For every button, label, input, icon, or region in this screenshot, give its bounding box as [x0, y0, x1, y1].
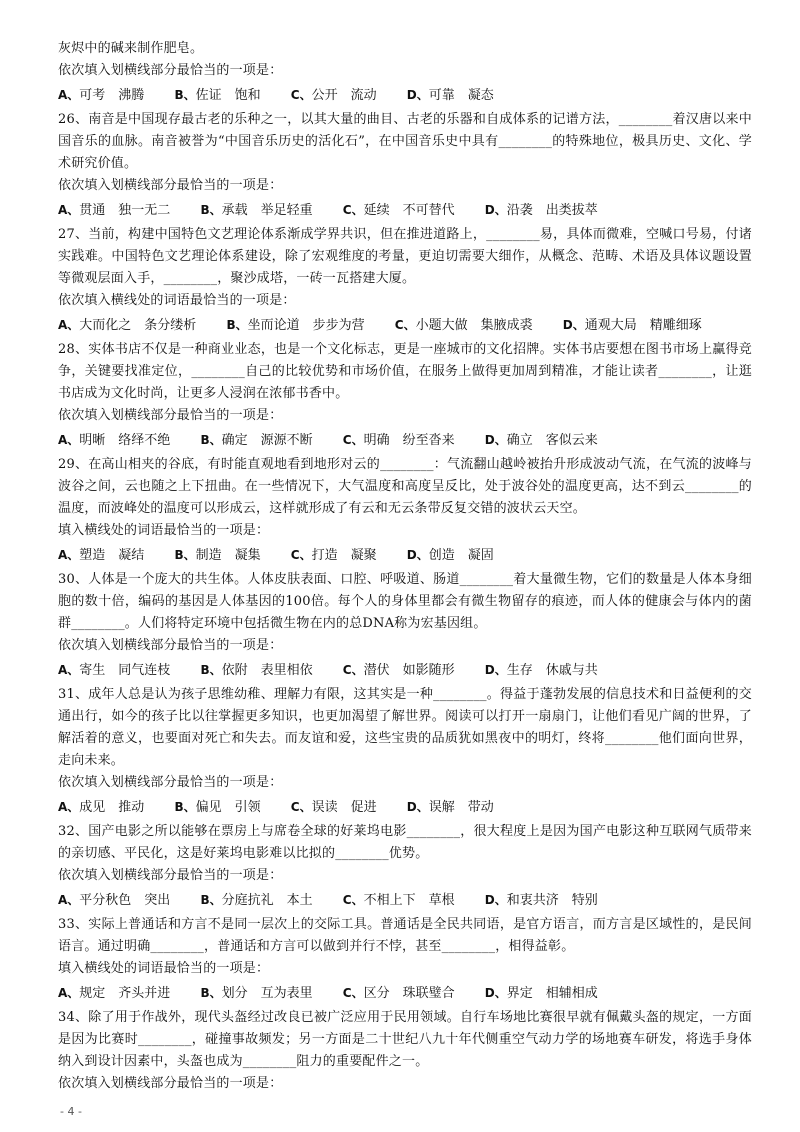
q32-prompt: 依次填入划横线部分最恰当的一项是：: [58, 868, 283, 883]
option-a[interactable]: A、成见 推动: [58, 800, 145, 815]
option-d[interactable]: D、创造 凝固: [406, 548, 494, 563]
option-b[interactable]: B、佐证 饱和: [174, 88, 261, 103]
option-b[interactable]: B、划分 互为表里: [200, 986, 313, 1001]
option-a[interactable]: A、平分秋色 突出: [58, 893, 171, 908]
q26-options: [58, 199, 752, 222]
option-b[interactable]: B、制造 凝集: [174, 548, 261, 563]
option-a[interactable]: A、明晰 络绎不绝: [58, 433, 171, 448]
q29-text: 29、在高山相夹的谷底，有时能直观地看到地形对云的________：气流翻山越岭被抬升形成波动气流，在气流的波峰与波谷之间，云也随之上下扭曲。在一些情况下，大气温度和高度呈反比，处于波谷处的温度更高，达不到云________的温度，而波峰处的温度可以形成云，这样就形成了有云和无云条带反复交错的波状云天空。: [58, 457, 752, 516]
option-d[interactable]: D、确立 客似云来: [484, 433, 598, 448]
option-a[interactable]: A、寄生 同气连枝: [58, 663, 171, 678]
q27-text: 27、当前，构建中国特色文艺理论体系渐成学界共识，但在推进道路上，________易，具体而微难，空喊口号易，付诸实践难。中国特色文艺理论体系建设，除了宏观维度的考量，更迫切需要大细作，从概念、范畴、术语及具体议题设置等微观层面入手，________，聚沙成塔，一砖一瓦搭建大厦。: [58, 227, 752, 286]
q28-text: 28、实体书店不仅是一种商业业态，也是一个文化标志，更是一座城市的文化招牌。实体书店要想在图书市场上赢得竞争，关键要找准定位，________自己的比较优势和市场价值，在服务上做得更加周到精准，才能让读者________，让逛书店成为文化时尚，让更多人浸润在浓郁书香中。: [58, 342, 752, 401]
option-a[interactable]: A、可考 沸腾: [58, 88, 145, 103]
q30-text: 30、人体是一个庞大的共生体。人体皮肤表面、口腔、呼吸道、肠道________着大量微生物，它们的数量是人体本身细胞的数十倍，编码的基因是人体基因的100倍。每个人的身体里都会有微生物留存的痕迹，而人体的健康会与体内的菌群________。人们将特定环境中包括微生物在内的总DNA称为宏基因组。: [58, 572, 752, 631]
q29-options: [58, 544, 752, 567]
option-a[interactable]: A、贯通 独一无二: [58, 203, 171, 218]
q27-options: [58, 314, 752, 337]
option-c[interactable]: C、区分 珠联璧合: [342, 986, 455, 1001]
q26-text: 26、南音是中国现存最古老的乐种之一，以其大量的曲目、古老的乐器和自成体系的记谱方法，________着汉唐以来中国音乐的血脉。南音被誉为“中国音乐历史的活化石”，在中国音乐史中具有________的特殊地位，极具历史、文化、学术研究价值。: [58, 112, 752, 171]
q33-prompt: 填入横线处的词语最恰当的一项是：: [58, 961, 270, 976]
option-c[interactable]: C、小题大做 集腋成裘: [394, 318, 533, 333]
option-c[interactable]: C、延续 不可替代: [342, 203, 455, 218]
option-d[interactable]: D、界定 相辅相成: [484, 986, 598, 1001]
q29-prompt: 填入横线处的词语最恰当的一项是：: [58, 523, 270, 538]
option-c[interactable]: C、打造 凝聚: [290, 548, 377, 563]
q31-text: 31、成年人总是认为孩子思维幼稚、理解力有限，这其实是一种________。得益于蓬勃发展的信息技术和日益便利的交通出行，如今的孩子比以往掌握更多知识，也更加渴望了解世界。阅读可以打开一扇扇门，让他们看见广阔的世界，了解活着的意义，也要面对死亡和失去。而友谊和爱，这些宝贵的品质犹如黑夜中的明灯，终将________他们面向世界，走向未来。: [58, 687, 752, 768]
q33-text: 33、实际上普通话和方言不是同一层次上的交际工具。普通话是全民共同语，是官方语言，而方言是区域性的，是民间语言。通过明确________，普通话和方言可以做到并行不悖，甚至________，相得益彰。: [58, 917, 752, 954]
option-b[interactable]: B、确定 源源不断: [200, 433, 313, 448]
option-d[interactable]: D、可靠 凝态: [406, 88, 494, 103]
option-c[interactable]: C、误读 促进: [290, 800, 377, 815]
q27-prompt: 依次填入横线处的词语最恰当的一项是：: [58, 293, 296, 308]
option-a[interactable]: A、规定 齐头并进: [58, 986, 171, 1001]
q26-prompt: 依次填入划横线部分最恰当的一项是：: [58, 178, 283, 193]
q31-options: [58, 796, 752, 819]
option-b[interactable]: B、依附 表里相依: [200, 663, 313, 678]
option-d[interactable]: D、沿袭 出类拔萃: [484, 203, 598, 218]
page-number: - 4 -: [60, 1105, 82, 1118]
option-b[interactable]: B、分庭抗礼 本土: [200, 893, 313, 908]
document-page: [58, 38, 752, 1095]
q25-prompt: 依次填入划横线部分最恰当的一项是：: [58, 63, 283, 78]
q33-options: [58, 982, 752, 1005]
option-c[interactable]: C、不相上下 草根: [342, 893, 455, 908]
option-a[interactable]: A、塑造 凝结: [58, 548, 145, 563]
q30-prompt: 依次填入划横线部分最恰当的一项是：: [58, 638, 283, 653]
q28-options: [58, 429, 752, 452]
option-c[interactable]: C、潜伏 如影随形: [342, 663, 455, 678]
q34-prompt: 依次填入划横线部分最恰当的一项是：: [58, 1076, 283, 1091]
option-d[interactable]: D、通观大局 精雕细琢: [562, 318, 702, 333]
option-c[interactable]: C、公开 流动: [290, 88, 377, 103]
q25-options: [58, 84, 752, 107]
option-d[interactable]: D、和衷共济 特别: [484, 893, 598, 908]
q34-text: 34、除了用于作战外，现代头盔经过改良已被广泛应用于民用领域。自行车场地比赛很早就有佩戴头盔的规定，一方面是因为比赛时________，碰撞事故频发；另一方面是二十世纪八九十年代侧重空气动力学的场地赛车研发，将选手身体纳入到设计因素中，头盔也成为________阻力的重要配件之一。: [58, 1010, 752, 1069]
option-a[interactable]: A、大而化之 条分缕析: [58, 318, 197, 333]
q28-prompt: 依次填入划横线部分最恰当的一项是：: [58, 408, 283, 423]
option-b[interactable]: B、承载 举足轻重: [200, 203, 313, 218]
opening-line: 灰烬中的碱来制作肥皂。: [58, 41, 204, 56]
q32-text: 32、国产电影之所以能够在票房上与席卷全球的好莱坞电影________，很大程度上是因为国产电影这种互联网气质带来的亲切感、平民化，这是好莱坞电影难以比拟的________优势。: [58, 824, 752, 861]
q30-options: [58, 659, 752, 682]
option-d[interactable]: D、生存 休戚与共: [484, 663, 598, 678]
q32-options: [58, 889, 752, 912]
option-c[interactable]: C、明确 纷至沓来: [342, 433, 455, 448]
q31-prompt: 依次填入划横线部分最恰当的一项是：: [58, 775, 283, 790]
option-d[interactable]: D、误解 带动: [406, 800, 494, 815]
option-b[interactable]: B、偏见 引领: [174, 800, 261, 815]
option-b[interactable]: B、坐而论道 步步为营: [226, 318, 365, 333]
